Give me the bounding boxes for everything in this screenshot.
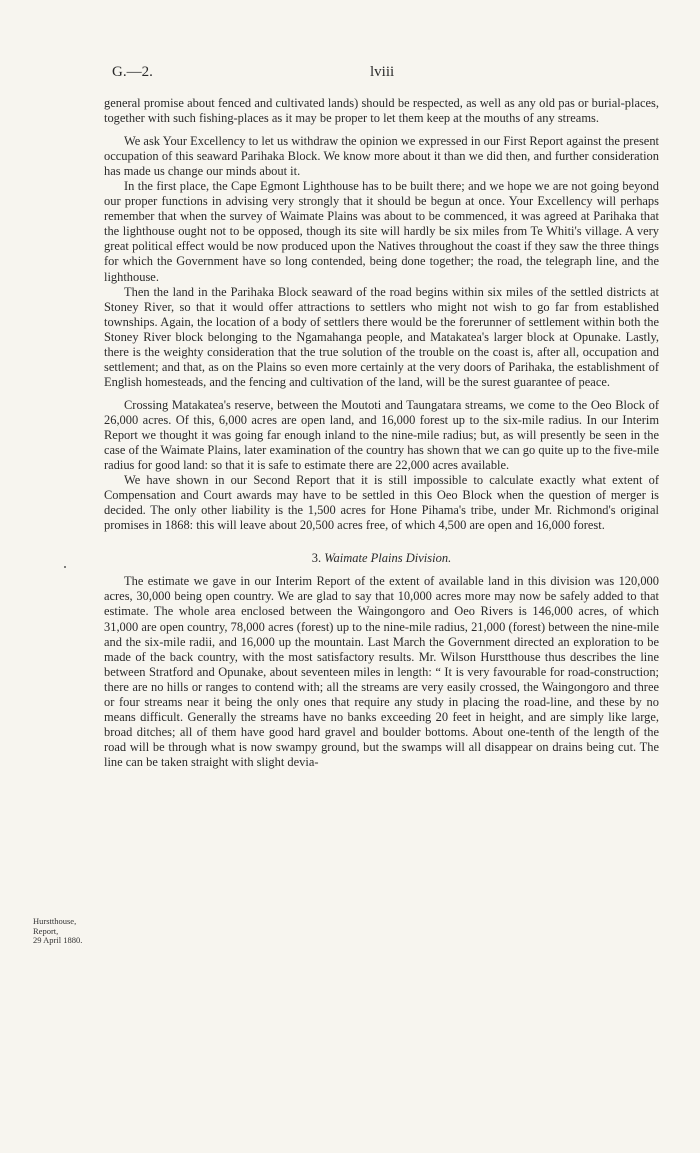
paragraph: general promise about fenced and cultivated lands) should be respected, as well as any old pas or burial-places, together with such fishing-places as it may be proper to let them keep at the mouths of any streams. [104,96,659,126]
document-reference: G.—2. [112,64,153,80]
paragraph: We ask Your Excellency to let us withdraw the opinion we expressed in our First Report against the present occupation of this seaward Parihaka Block. We know more about it than we did then, and further consideration has made us change our minds about it. [104,134,659,179]
body-text [104,96,659,770]
margin-note-line: Hurstthouse, [33,916,77,926]
margin-note-line: 29 April 1880. [33,935,83,946]
stray-mark [64,566,66,568]
margin-note-line: Report, [33,925,59,936]
section-number: 3. [311,551,322,566]
margin-note [33,917,101,946]
paragraph: The estimate we gave in our Interim Report of the extent of available land in this division was 120,000 acres, 30,000 being open country. We are glad to say that 10,000 acres more may now be safely added to that estimate. The whole area enclosed between the Waingongoro and Oeo Rivers is 146,000 acres, of which 31,000 are open country, 78,000 acres (forest) up to the nine-mile radius, 21,000 (forest) between the nine-mile and the six-mile radii, and 16,000 up the mountain. Last March the Government directed an exploration to be made of the back country, with the most satisfactory results. Mr. Wilson Hurstthouse thus describes the line between Stratford and Opunake, about seventeen miles in length: “ It is very favourable for road-construction; there are no hills or ranges to contend with; all the streams are very easily crossed, the Waingongoro and three or four streams near it being the only ones that require any study in placing the road-line, and these by no means difficult. Generally the streams have no banks exceeding 20 feet in height, and are simply like large, broad ditches; all of them have good hard gravel and boulder bottoms. About one-tenth of the length of the road will be through what is now swampy ground, but the swamps will all disappear on drains being cut. The line can be taken straight with slight devia- [104,574,659,769]
page-number: lviii [370,64,395,80]
paragraph: In the first place, the Cape Egmont Lighthouse has to be built there; and we hope we are not going beyond our proper functions in advising very strongly that it should be begun at once. Your Excellency will perhaps remember that when the survey of Waimate Plains was about to be commenced, it was agreed at Parihaka that the lighthouse ought not to be opposed, though its site will hardly be six miles from Te Whiti's village. A very great political effect would be now produced upon the Natives throughout the coast if they saw the three things for which the Government have so long contended, being done together; the road, the telegraph line, and the lighthouse. [104,179,659,284]
section-heading [104,551,659,566]
section-title: Waimate Plains Division. [324,551,452,566]
paragraph: We have shown in our Second Report that it is still impossible to calculate exactly what extent of Compensation and Court awards may have to be settled in this Oeo Block when the question of merger is decided. The only other liability is the 1,500 acres for Hone Pihama's tribe, under Mr. Richmond's original promises in 1868: this will leave about 20,500 acres free, of which 4,500 are open and 16,000 forest. [104,473,659,533]
paragraph: Crossing Matakatea's reserve, between the Moutoti and Taungatara streams, we come to the Oeo Block of 26,000 acres. Of this, 6,000 acres are open land, and 16,000 forest up to the six-mile radius. In our Interim Report we thought it was going far enough inland to the nine-mile radius; but, as will presently be seen in the case of the Waimate Plains, later examination of the country has shown that we can go quite up to the five-mile radius for good land: so that it is safe to estimate there are 22,000 acres available. [104,397,659,473]
page-header [112,64,652,84]
paragraph: Then the land in the Parihaka Block seaward of the road begins within six miles of the settled districts at Stoney River, so that it would offer attractions to settlers who might not wish to go far from established townships. Again, the location of a body of settlers there would be the forerunner of settlement within both the Stoney River block belonging to the Ngamahanga people, and Matakatea's larger block at Opunake. Lastly, there is the weighty consideration that the true solution of the trouble on the coast is, after all, occupation and settlement; and that, as on the Plains so even more certainly at the very doors of Parihaka, the establishment of English homesteads, and the fencing and cultivation of the land, will be the surest guarantee of peace. [104,284,659,389]
